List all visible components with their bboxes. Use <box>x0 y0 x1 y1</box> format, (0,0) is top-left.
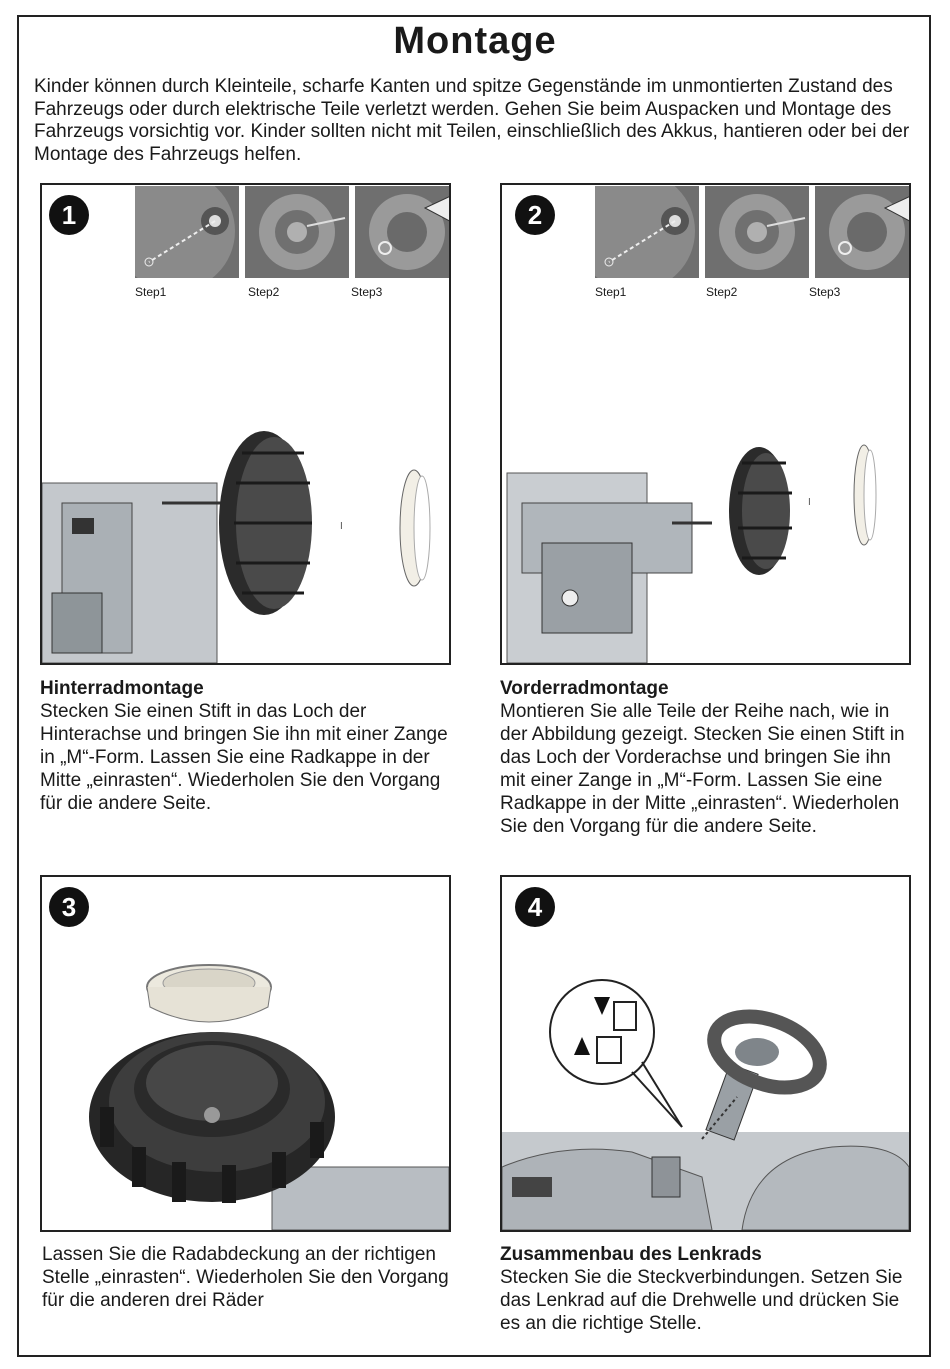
step-thumbnails <box>135 186 451 278</box>
panel-3-body: Lassen Sie die Radabdeckung an der richtigen Stelle „einrasten“. Wiederholen Sie den Vorgang für die anderen drei Räder <box>42 1244 449 1311</box>
panel-1-heading: Hinterradmontage <box>40 678 204 699</box>
panel-3-illustration <box>40 875 451 1232</box>
svg-text:I: I <box>808 497 811 508</box>
step2-label: Step2 <box>248 285 280 299</box>
step1-thumbnail <box>135 186 239 278</box>
step-number-badge: 1 <box>49 195 89 235</box>
step2-thumbnail <box>705 186 809 278</box>
step-number-badge: 3 <box>49 887 89 927</box>
step-number-badge: 2 <box>515 195 555 235</box>
front-wheel-diagram <box>502 433 909 663</box>
panel-3-caption <box>42 1243 462 1312</box>
step1-thumbnail <box>595 186 699 278</box>
svg-text:I: I <box>340 521 343 532</box>
steering-wheel-diagram <box>502 877 909 1230</box>
step3-label: Step3 <box>809 285 841 299</box>
step-number-badge: 4 <box>515 887 555 927</box>
panel-2-body: Montieren Sie alle Teile der Reihe nach, wie in der Abbildung gezeigt. Stecken Sie einen Stift in das Loch der Vorderachse und bringen Sie ihn mit einer Zange in „M“-Form. Lassen Sie eine Radkappe in der Mitte „einrasten“. Wiederholen Sie den Vorgang für die andere Seite. <box>500 701 905 837</box>
step2-label: Step2 <box>706 285 738 299</box>
rear-wheel-diagram <box>42 423 449 663</box>
intro-text: Kinder können durch Kleinteile, scharfe Kanten und spitze Gegenstände im unmontierten Zustand des Fahrzeugs oder durch elektrische Teile verletzt werden. Gehen Sie beim Auspacken und Montage des Fahrzeugs vorsichtig vor. Kinder sollten nicht mit Teilen, einschließlich des Akkus, hantieren oder bei der Montage des Fahrzeugs helfen. <box>34 76 910 165</box>
panel-2-caption <box>500 677 920 838</box>
wheel-cover-diagram <box>42 877 449 1230</box>
panel-2-illustration <box>500 183 911 665</box>
page-title: Montage <box>393 20 557 62</box>
step1-label: Step1 <box>595 285 627 299</box>
panel-4-heading: Zusammenbau des Lenkrads <box>500 1244 762 1265</box>
panel-4-illustration <box>500 875 911 1232</box>
panel-1-caption <box>40 677 460 815</box>
step3-thumbnail <box>355 186 451 278</box>
step3-thumbnail <box>815 186 911 278</box>
panel-1-illustration <box>40 183 451 665</box>
step2-thumbnail <box>245 186 349 278</box>
panel-4-caption <box>500 1243 920 1335</box>
step3-label: Step3 <box>351 285 383 299</box>
panel-2-heading: Vorderradmontage <box>500 678 669 699</box>
panel-4-body: Stecken Sie die Steckverbindungen. Setzen Sie das Lenkrad auf die Drehwelle und drücken Sie es an die richtige Stelle. <box>500 1267 903 1334</box>
panel-1-body: Stecken Sie einen Stift in das Loch der Hinterachse und bringen Sie ihn mit einer Zange in „M“-Form. Lassen Sie eine Radkappe in der Mitte „einrasten“. Wiederholen Sie den Vorgang für die andere Seite. <box>40 701 448 814</box>
step-thumbnails <box>595 186 911 278</box>
step1-label: Step1 <box>135 285 167 299</box>
